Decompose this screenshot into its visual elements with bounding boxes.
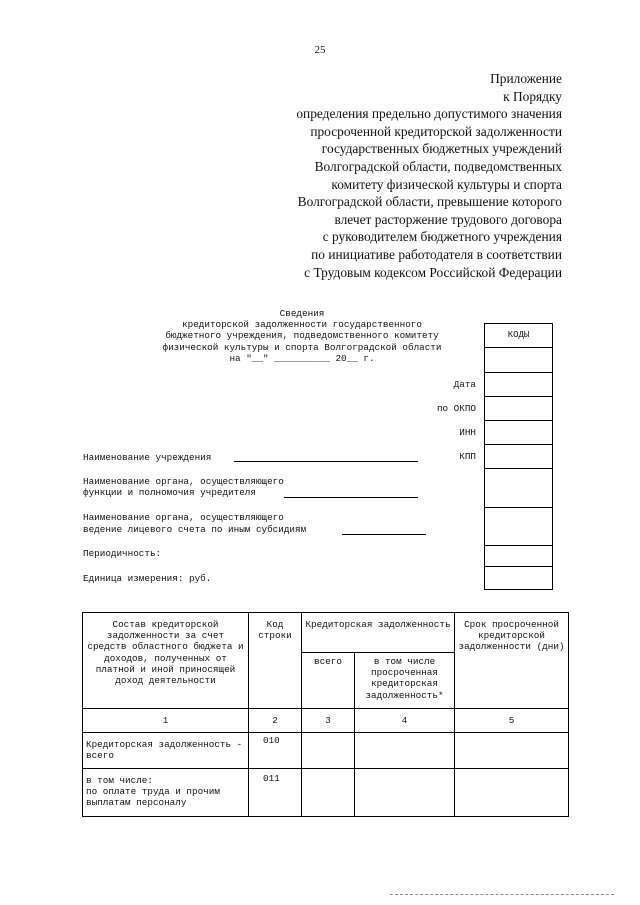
- header-composition: Состав кредиторской задолженности за счет средств областного бюджета и доходов, полученных от платной и иной приносящей доход деятельности: [83, 613, 249, 709]
- form-title-line: кредиторской задолженности государственного: [182, 319, 422, 331]
- codes-divider: [485, 507, 552, 508]
- code-label-kpp: КПП: [459, 451, 476, 462]
- appendix-heading: [296, 70, 562, 281]
- appendix-line: с руководителем бюджетного учреждения: [322, 229, 562, 245]
- founder-line: [284, 497, 418, 498]
- codes-divider: [485, 396, 552, 397]
- appendix-line: Приложение: [490, 71, 562, 86]
- table-row: [83, 733, 569, 769]
- row-code: 010: [249, 733, 302, 769]
- row-cell-term: [455, 733, 569, 769]
- account-label-line2: ведение лицевого счета по иным субсидиям: [83, 524, 307, 535]
- appendix-line: по инициативе работодателя в соответствии: [311, 246, 562, 262]
- column-number: 4: [355, 709, 455, 733]
- header-payables: Кредиторская задолженность: [302, 613, 455, 653]
- appendix-line: с Трудовым кодексом Российской Федерации: [304, 264, 562, 280]
- codes-header: КОДЫ: [507, 330, 530, 340]
- codes-divider: [485, 468, 552, 469]
- periodicity-label: Периодичность:: [83, 548, 162, 559]
- code-label-okpo: по ОКПО: [436, 403, 476, 414]
- page-number: 25: [314, 44, 326, 56]
- row-cell-term: [455, 769, 569, 817]
- row-name: в том числе: по оплате труда и прочим выплатам персоналу: [83, 769, 249, 817]
- payables-table: [82, 612, 569, 817]
- form-title-line: физической культуры и спорта Волгоградской области: [162, 341, 442, 353]
- header-line-code: Код строки: [249, 613, 302, 709]
- row-cell-total: [302, 733, 355, 769]
- column-number: 3: [302, 709, 355, 733]
- header-total: всего: [302, 653, 355, 709]
- row-code: 011: [249, 769, 302, 817]
- account-line: [342, 534, 426, 535]
- code-label-inn: ИНН: [459, 427, 476, 438]
- header-term: Срок просроченной кредиторской задолженности (дни): [455, 613, 569, 709]
- appendix-line: комитету физической культуры и спорта: [331, 176, 562, 192]
- form-title-line: бюджетного учреждения, подведомственного комитету: [165, 330, 439, 342]
- form-title-line: на "__" __________ 20__ г.: [229, 352, 375, 364]
- appendix-line: определения предельно допустимого значения: [296, 106, 562, 122]
- row-cell-overdue: [355, 733, 455, 769]
- codes-divider: [485, 347, 552, 348]
- row-name: Кредиторская задолженность - всего: [83, 733, 249, 769]
- row-cell-total: [302, 769, 355, 817]
- institution-name-line: [234, 461, 418, 462]
- codes-box: [484, 323, 553, 590]
- codes-divider: [485, 566, 552, 567]
- footer-rule: [390, 894, 614, 895]
- appendix-line: влечет расторжение трудового договора: [334, 211, 562, 227]
- institution-name-label: Наименование учреждения: [83, 452, 212, 463]
- column-number: 2: [249, 709, 302, 733]
- codes-divider: [485, 420, 552, 421]
- header-overdue: в том числе просроченная кредиторская задолженность*: [355, 653, 455, 709]
- appendix-line: Волгоградской области, превышение которого: [297, 194, 562, 210]
- appendix-line: государственных бюджетных учреждений: [321, 141, 562, 157]
- account-label-line1: Наименование органа, осуществляющего: [83, 512, 284, 523]
- appendix-line: к Порядку: [503, 88, 562, 104]
- column-number: 5: [455, 709, 569, 733]
- founder-label-line1: Наименование органа, осуществляющего: [83, 476, 284, 487]
- form-title: [120, 308, 484, 364]
- unit-label: Единица измерения: руб.: [83, 573, 212, 584]
- codes-divider: [485, 372, 552, 373]
- appendix-line: Волгоградской области, подведомственных: [314, 158, 562, 174]
- codes-divider: [485, 444, 552, 445]
- appendix-line: просроченной кредиторской задолженности: [310, 123, 562, 139]
- codes-divider: [485, 545, 552, 546]
- form-title-line: Сведения: [279, 308, 325, 319]
- column-number: 1: [83, 709, 249, 733]
- founder-label-line2: функции и полномочия учредителя: [83, 487, 256, 498]
- code-label-date: Дата: [453, 379, 476, 390]
- row-cell-overdue: [355, 769, 455, 817]
- table-row: [83, 769, 569, 817]
